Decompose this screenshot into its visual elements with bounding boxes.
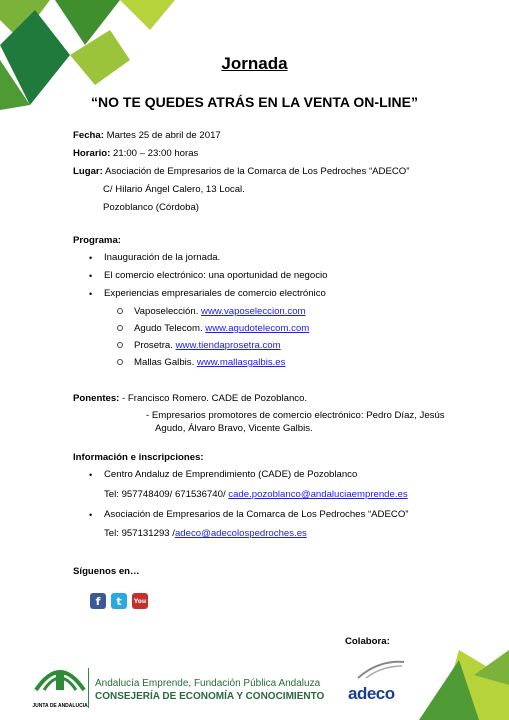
fecha-label: Fecha: [73,130,104,141]
ponentes-line [73,393,307,405]
subitem-link[interactable]: www.mallasgalbis.es [196,357,286,368]
lugar-label: Lugar: [73,166,103,177]
info-item [89,509,409,522]
adeco-logo [348,658,410,703]
subitem-text [134,306,306,318]
programa-subitem [117,323,310,335]
bullet-icon: • [89,289,93,299]
youtube-icon[interactable]: You [132,593,148,609]
bullet-icon: • [89,271,93,281]
info-item [89,469,358,482]
footer-line1: Andalucía Emprende, Fundación Pública Andaluza [95,678,321,689]
footer-line2: CONSEJERÍA DE ECONOMÍA Y CONOCIMIENTO [95,691,325,702]
junta-emblem-icon [30,660,90,696]
lugar-line [73,166,409,178]
facebook-icon[interactable]: f [90,593,106,609]
circle-bullet-icon [117,325,123,331]
bullet-icon: • [89,510,93,520]
subitem-name: Prosetra. [134,340,176,351]
programa-item [89,288,326,301]
subitem-link[interactable]: www.agudotelecom.com [205,323,310,334]
fecha-line [73,130,221,142]
horario-label: Horario: [73,148,111,159]
programa-item-text: El comercio electrónico: una oportunidad de negocio [104,270,328,281]
programa-subitem [117,306,306,318]
info-heading: Información e inscripciones: [73,452,204,463]
lugar-city: Pozoblanco (Córdoba) [103,202,199,213]
email-link[interactable]: cade.pozoblanco@andaluciaemprende.es [228,489,408,500]
siguenos-heading: Síguenos en… [73,566,140,577]
footer-divider [88,668,89,708]
horario-line [73,148,198,160]
adeco-swoosh-icon [348,658,410,680]
social-icons [90,593,148,609]
bullet-icon: • [89,470,93,480]
junta-label: JUNTA DE ANDALUCIA [32,703,88,709]
programa-subitem [117,340,281,352]
ponentes-line3: Agudo, Álvaro Bravo, Vicente Galbis. [155,423,313,434]
lugar-value: Asociación de Empresarios de la Comarca de Los Pedroches “ADECO” [102,166,410,177]
ponentes-line2: - Empresarios promotores de comercio electrónico: Pedro Díaz, Jesús [146,410,445,421]
twitter-icon[interactable]: t [111,593,127,609]
fecha-value: Martes 25 de abril de 2017 [103,130,221,141]
subitem-text [134,340,281,352]
programa-item-text: Experiencias empresariales de comercio electrónico [104,288,326,299]
subitem-link[interactable]: www.tiendaprosetra.com [175,340,281,351]
circle-bullet-icon [117,342,123,348]
email-link[interactable]: adeco@adecolospedroches.es [174,528,307,539]
circle-bullet-icon [117,359,123,365]
programa-item [89,252,221,265]
tel-text: Tel: 957131293 / [104,528,175,539]
colabora-label: Colabora: [345,636,390,647]
ponentes-label: Ponentes: [73,393,120,404]
subitem-name: Vaposelección. [134,306,202,317]
info-item-tel [104,528,307,540]
lugar-address: C/ Hilario Ángel Calero, 13 Local. [103,184,245,195]
subitem-text [134,323,309,335]
ponentes-line1: - Francisco Romero. CADE de Pozoblanco. [119,393,308,404]
decorative-bottom-shapes [419,650,509,720]
info-item-text: Centro Andaluz de Emprendimiento (CADE) de Pozoblanco [104,469,358,480]
bullet-icon: • [89,253,93,263]
circle-bullet-icon [117,308,123,314]
subitem-name: Mallas Galbis. [134,357,197,368]
junta-logo [30,660,90,709]
programa-heading: Programa: [73,235,121,246]
event-subtitle: “NO TE QUEDES ATRÁS EN LA VENTA ON-LINE” [91,94,418,110]
subitem-name: Agudo Telecom. [134,323,206,334]
page-title: Jornada [221,54,288,73]
subitem-link[interactable]: www.vaposeleccion.com [201,306,306,317]
tel-text: Tel: 957748409/ 671536740/ [104,489,229,500]
subitem-text [134,357,285,369]
horario-value: 21:00 – 23:00 horas [110,148,199,159]
info-item-tel [104,489,408,501]
programa-item [89,270,328,283]
info-item-text: Asociación de Empresarios de la Comarca de Los Pedroches “ADECO” [104,509,409,520]
adeco-wordmark: adeco [348,684,395,703]
programa-item-text: Inauguración de la jornada. [104,252,221,263]
programa-subitem [117,357,286,369]
